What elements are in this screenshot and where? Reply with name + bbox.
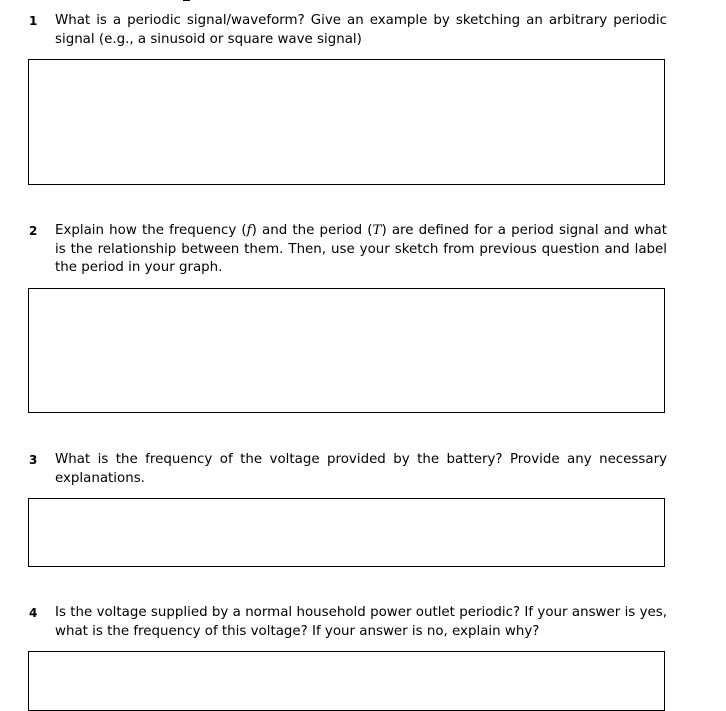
question-text-part: ) and the period ( xyxy=(251,223,373,238)
period-symbol: T xyxy=(372,223,382,238)
question-number: 1 xyxy=(29,14,38,28)
question-text xyxy=(55,222,667,278)
answer-box[interactable] xyxy=(28,498,665,567)
question-text: Is the voltage supplied by a normal household power outlet periodic? If your answer is yes, what is the frequency of this voltage? If your answer is no, explain why? xyxy=(55,605,667,639)
answer-box[interactable] xyxy=(28,288,665,413)
question-text-part: ) are defined for a period signal and what is the relationship between them. Then, use your sketch from previous question and label the period in your graph. xyxy=(55,223,667,275)
question-number: 3 xyxy=(29,453,38,467)
page-edge-mark xyxy=(183,0,190,1)
answer-box[interactable] xyxy=(28,59,665,185)
frequency-symbol: f xyxy=(246,223,252,238)
question-number: 2 xyxy=(29,224,38,238)
question-number: 4 xyxy=(29,606,38,620)
answer-box[interactable] xyxy=(28,651,665,711)
question-text: What is the frequency of the voltage provided by the battery? Provide any necessary explanations. xyxy=(55,452,667,486)
question-text: What is a periodic signal/waveform? Give an example by sketching an arbitrary periodic signal (e.g., a sinusoid or square wave signal) xyxy=(55,13,667,47)
question-text-part: Explain how the frequency ( xyxy=(55,223,247,238)
